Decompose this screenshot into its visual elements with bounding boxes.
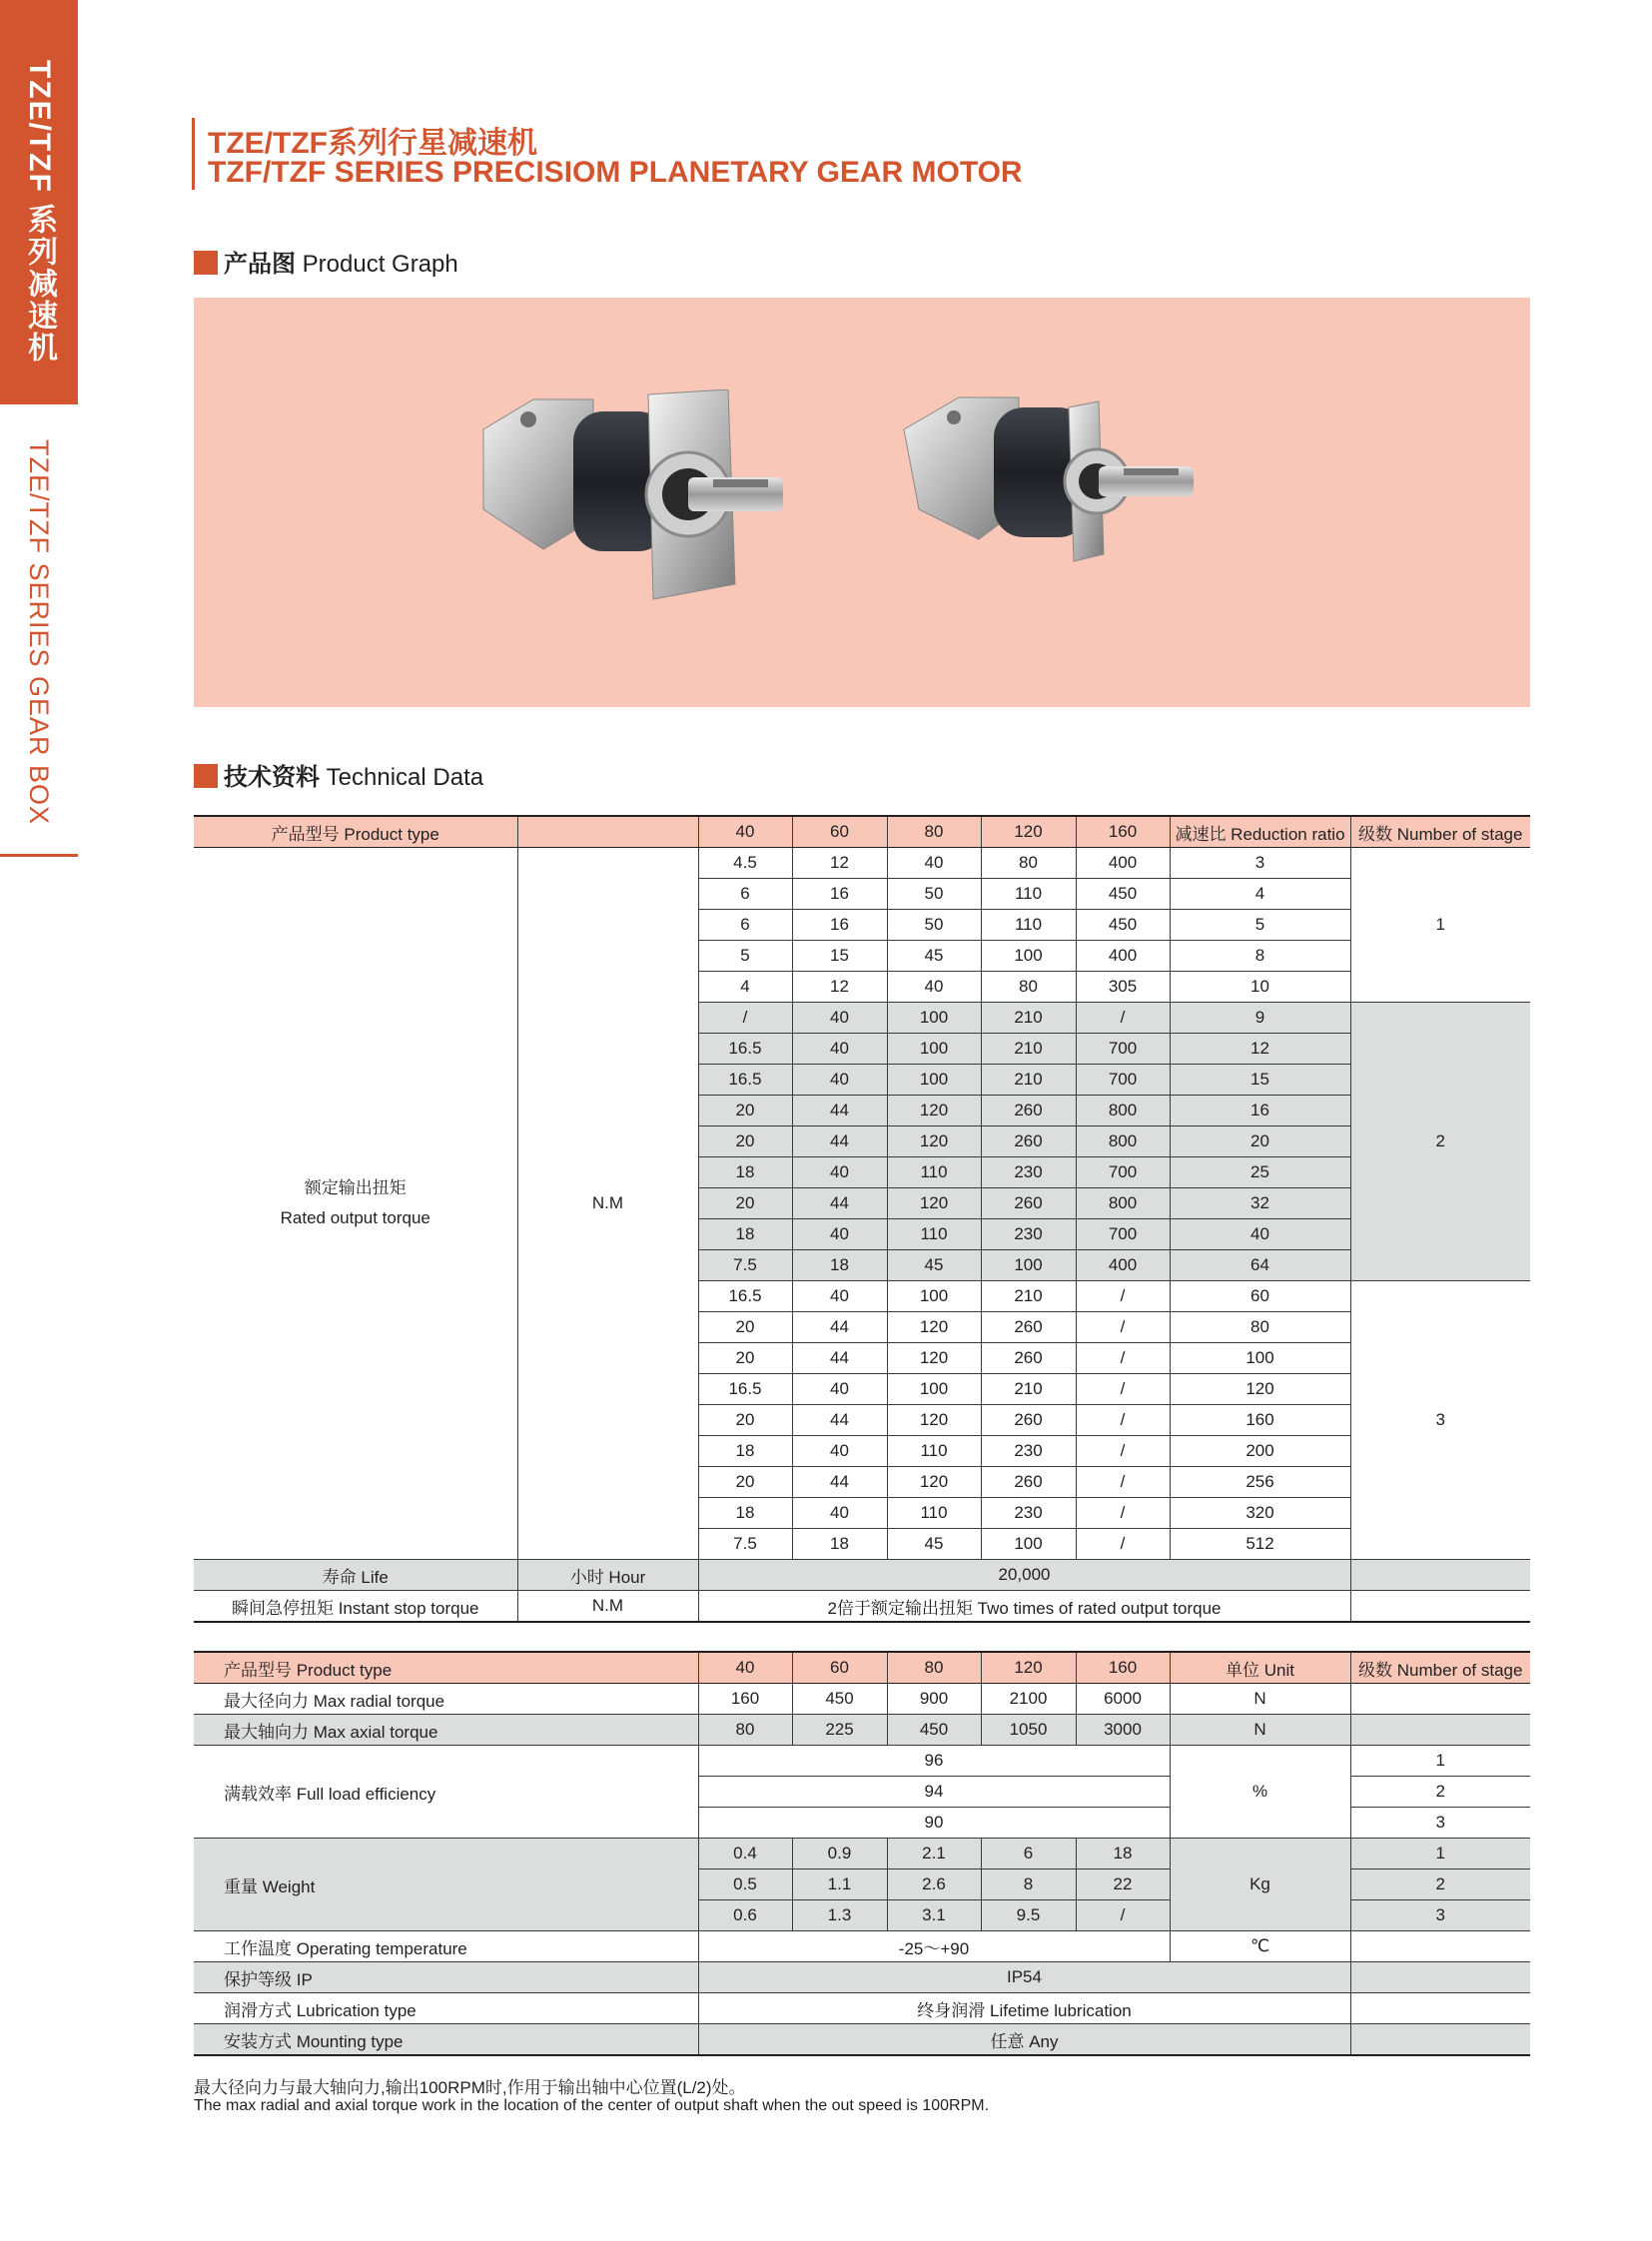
torque-value-cell: 260 [981,1096,1076,1126]
torque-value-cell: 18 [698,1157,792,1188]
header-size-120: 120 [981,816,1076,848]
specs-table-header: 产品型号 Product type 40 60 80 120 160 单位 Unit 级数 Number of stage [194,1652,1530,1684]
torque-value-cell: 110 [887,1498,981,1529]
radial-row: 最大径向力 Max radial torque 160 450 900 2100 6000 N [194,1684,1530,1715]
ip-row: 保护等级 IP IP54 [194,1962,1530,1993]
torque-table [194,815,1530,1623]
torque-value-cell: 80 [981,972,1076,1003]
section-technical-data: 技术资料 Technical Data [194,757,483,792]
torque-value-cell: 100 [981,1250,1076,1281]
torque-value-cell: 50 [887,910,981,941]
torque-value-cell: 700 [1076,1034,1170,1065]
torque-value-cell: 18 [792,1529,887,1560]
torque-value-cell: 230 [981,1498,1076,1529]
torque-value-cell: 400 [1076,848,1170,879]
torque-value-cell: 16 [792,910,887,941]
torque-value-cell: 110 [887,1219,981,1250]
torque-value-cell: 120 [887,1467,981,1498]
torque-value-cell: 40 [792,1003,887,1034]
torque-value-cell: 18 [698,1498,792,1529]
reduction-ratio-cell: 32 [1170,1188,1350,1219]
torque-value-cell: 20 [698,1188,792,1219]
axial-row: 最大轴向力 Max axial torque 80 225 450 1050 3000 N [194,1715,1530,1746]
rated-torque-label-en: Rated output torque [280,1208,430,1227]
page-title-cn: TZE/TZF系列行星减速机 [208,127,537,160]
header-reduction-ratio: 减速比 Reduction ratio [1170,816,1350,848]
torque-value-cell: / [1076,1436,1170,1467]
stage-cell: 2 [1350,1003,1530,1281]
reduction-ratio-cell: 8 [1170,941,1350,972]
torque-value-cell: 260 [981,1188,1076,1219]
torque-value-cell: 45 [887,1529,981,1560]
torque-value-cell: / [698,1003,792,1034]
torque-value-cell: 100 [887,1034,981,1065]
torque-value-cell: 100 [887,1065,981,1096]
specs-table [194,1651,1530,2056]
stage-cell: 3 [1350,1281,1530,1560]
torque-value-cell: 44 [792,1405,887,1436]
torque-value-cell: 100 [887,1003,981,1034]
torque-value-cell: 700 [1076,1065,1170,1096]
torque-value-cell: 110 [887,1157,981,1188]
side-band-title-cn: TZE/TZF 系列减速机 [23,60,56,365]
torque-value-cell: 210 [981,1281,1076,1312]
torque-value-cell: 16.5 [698,1374,792,1405]
section-product-graph: 产品图 Product Graph [194,244,458,279]
torque-value-cell: 700 [1076,1219,1170,1250]
reduction-ratio-cell: 4 [1170,879,1350,910]
torque-value-cell: 40 [792,1034,887,1065]
reduction-ratio-cell: 10 [1170,972,1350,1003]
reduction-ratio-cell: 9 [1170,1003,1350,1034]
torque-value-cell: 40 [792,1436,887,1467]
reduction-ratio-cell: 320 [1170,1498,1350,1529]
page-title-en: TZF/TZF SERIES PRECISIOM PLANETARY GEAR MOTOR [208,156,1023,189]
reduction-ratio-cell: 15 [1170,1065,1350,1096]
torque-value-cell: / [1076,1312,1170,1343]
torque-value-cell: / [1076,1003,1170,1034]
torque-value-cell: 800 [1076,1126,1170,1157]
torque-value-cell: 44 [792,1312,887,1343]
footnote-cn: 最大径向力与最大轴向力,输出100RPM时,作用于输出轴中心位置(L/2)处。 [194,2078,746,2097]
torque-value-cell: 260 [981,1343,1076,1374]
torque-table-row [194,848,1530,879]
torque-value-cell: 5 [698,941,792,972]
torque-value-cell: 230 [981,1436,1076,1467]
product-graph-panel [194,298,1530,707]
torque-value-cell: 18 [698,1436,792,1467]
torque-value-cell: 230 [981,1157,1076,1188]
torque-value-cell: 45 [887,1250,981,1281]
torque-value-cell: 100 [887,1374,981,1405]
reduction-ratio-cell: 5 [1170,910,1350,941]
torque-value-cell: 305 [1076,972,1170,1003]
header-size-80: 80 [887,816,981,848]
torque-value-cell: 210 [981,1003,1076,1034]
torque-value-cell: / [1076,1281,1170,1312]
torque-value-cell: 6 [698,910,792,941]
torque-value-cell: 20 [698,1467,792,1498]
section-square-icon [194,764,218,788]
reduction-ratio-cell: 120 [1170,1374,1350,1405]
torque-value-cell: 40 [792,1157,887,1188]
reduction-ratio-cell: 3 [1170,848,1350,879]
reduction-ratio-cell: 16 [1170,1096,1350,1126]
reduction-ratio-cell: 25 [1170,1157,1350,1188]
torque-value-cell: 80 [981,848,1076,879]
torque-value-cell: 120 [887,1405,981,1436]
torque-value-cell: 210 [981,1374,1076,1405]
torque-value-cell: 100 [887,1281,981,1312]
reduction-ratio-cell: 512 [1170,1529,1350,1560]
lubrication-row: 润滑方式 Lubrication type 终身润滑 Lifetime lubrication [194,1993,1530,2024]
header-size-160: 160 [1076,816,1170,848]
torque-value-cell: 45 [887,941,981,972]
weight-row-1: 重量 Weight 0.4 0.9 2.1 6 18 Kg 1 [194,1839,1530,1869]
torque-value-cell: 16.5 [698,1065,792,1096]
reduction-ratio-cell: 64 [1170,1250,1350,1281]
torque-value-cell: 20 [698,1096,792,1126]
torque-value-cell: 44 [792,1096,887,1126]
reduction-ratio-cell: 80 [1170,1312,1350,1343]
torque-value-cell: / [1076,1343,1170,1374]
section-square-icon [194,251,218,275]
torque-value-cell: / [1076,1374,1170,1405]
torque-value-cell: 4.5 [698,848,792,879]
torque-value-cell: 230 [981,1219,1076,1250]
torque-value-cell: 20 [698,1343,792,1374]
torque-value-cell: 15 [792,941,887,972]
rated-torque-label-cn: 额定输出扭矩 [304,1178,407,1197]
torque-value-cell: / [1076,1498,1170,1529]
torque-value-cell: 450 [1076,910,1170,941]
torque-value-cell: 18 [792,1250,887,1281]
torque-table-header [194,816,1530,848]
torque-value-cell: 12 [792,848,887,879]
instant-stop-row: 瞬间急停扭矩 Instant stop torque N.M 2倍于额定输出扭矩 Two times of rated output torque [194,1591,1530,1623]
efficiency-row-3: 90 3 [194,1808,1530,1839]
torque-value-cell: 120 [887,1343,981,1374]
torque-value-cell: 12 [792,972,887,1003]
torque-value-cell: 44 [792,1126,887,1157]
header-number-of-stage: 级数 Number of stage [1350,816,1530,848]
reduction-ratio-cell: 20 [1170,1126,1350,1157]
torque-value-cell: 700 [1076,1157,1170,1188]
reduction-ratio-cell: 256 [1170,1467,1350,1498]
torque-value-cell: 260 [981,1467,1076,1498]
torque-value-cell: 110 [887,1436,981,1467]
torque-value-cell: 400 [1076,1250,1170,1281]
torque-value-cell: 800 [1076,1096,1170,1126]
torque-value-cell: 7.5 [698,1529,792,1560]
torque-value-cell: 120 [887,1126,981,1157]
reduction-ratio-cell: 160 [1170,1405,1350,1436]
torque-value-cell: 40 [887,972,981,1003]
reduction-ratio-cell: 40 [1170,1219,1350,1250]
reduction-ratio-cell: 60 [1170,1281,1350,1312]
torque-value-cell: 40 [792,1219,887,1250]
torque-value-cell: / [1076,1467,1170,1498]
footnote-en: The max radial and axial torque work in the location of the center of output shaft when the out speed is 100RPM. [194,2097,990,2114]
torque-value-cell: 7.5 [698,1250,792,1281]
torque-value-cell: / [1076,1405,1170,1436]
torque-value-cell: 120 [887,1096,981,1126]
torque-value-cell: 20 [698,1312,792,1343]
title-accent-bar [192,118,195,190]
torque-value-cell: 40 [792,1498,887,1529]
gearbox-image-2 [899,389,1199,609]
torque-value-cell: 120 [887,1312,981,1343]
torque-value-cell: 16.5 [698,1034,792,1065]
rated-torque-label [194,848,517,1560]
side-band-title-en: TZE/TZF SERIES GEAR BOX [24,439,54,826]
reduction-ratio-cell: 100 [1170,1343,1350,1374]
mounting-row: 安装方式 Mounting type 任意 Any [194,2024,1530,2056]
torque-value-cell: 20 [698,1126,792,1157]
torque-value-cell: / [1076,1529,1170,1560]
torque-value-cell: 260 [981,1405,1076,1436]
torque-value-cell: 16 [792,879,887,910]
torque-value-cell: 260 [981,1126,1076,1157]
torque-value-cell: 6 [698,879,792,910]
torque-value-cell: 110 [981,910,1076,941]
torque-value-cell: 40 [792,1374,887,1405]
side-band [0,0,78,861]
torque-value-cell: 110 [981,879,1076,910]
weight-row-2: 0.5 1.1 2.6 8 22 2 [194,1869,1530,1900]
header-size-60: 60 [792,816,887,848]
torque-value-cell: 210 [981,1065,1076,1096]
torque-value-cell: 40 [792,1065,887,1096]
stage-cell: 1 [1350,848,1530,1003]
torque-value-cell: 800 [1076,1188,1170,1219]
torque-value-cell: 400 [1076,941,1170,972]
torque-value-cell: 44 [792,1188,887,1219]
torque-value-cell: 40 [887,848,981,879]
life-row: 寿命 Life 小时 Hour 20,000 [194,1560,1530,1591]
header-size-40: 40 [698,816,792,848]
torque-value-cell: 260 [981,1312,1076,1343]
torque-value-cell: 100 [981,1529,1076,1560]
torque-value-cell: 450 [1076,879,1170,910]
header-product-type: 产品型号 Product type [194,816,517,848]
torque-value-cell: 40 [792,1281,887,1312]
efficiency-row-1: 满载效率 Full load efficiency 96 % 1 [194,1746,1530,1777]
torque-value-cell: 44 [792,1467,887,1498]
torque-value-cell: 20 [698,1405,792,1436]
weight-row-3: 0.6 1.3 3.1 9.5 / 3 [194,1900,1530,1931]
gearbox-image-1 [473,389,813,649]
efficiency-row-2: 94 2 [194,1777,1530,1808]
torque-value-cell: 44 [792,1343,887,1374]
reduction-ratio-cell: 200 [1170,1436,1350,1467]
torque-value-cell: 210 [981,1034,1076,1065]
torque-value-cell: 100 [981,941,1076,972]
torque-value-cell: 16.5 [698,1281,792,1312]
torque-value-cell: 18 [698,1219,792,1250]
torque-unit: N.M [517,848,698,1560]
torque-value-cell: 120 [887,1188,981,1219]
torque-value-cell: 50 [887,879,981,910]
temperature-row: 工作温度 Operating temperature -25～+90 ℃ [194,1931,1530,1962]
torque-value-cell: 4 [698,972,792,1003]
reduction-ratio-cell: 12 [1170,1034,1350,1065]
